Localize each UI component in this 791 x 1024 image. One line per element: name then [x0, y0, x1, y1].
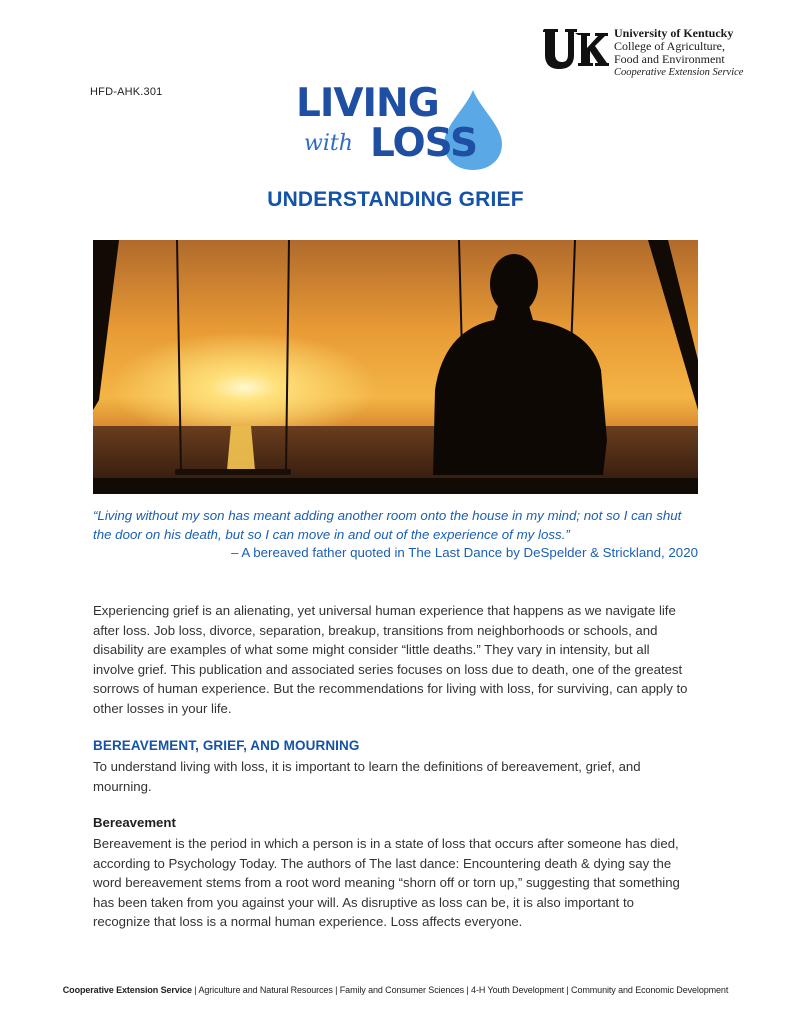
page-title: UNDERSTANDING GRIEF [267, 188, 524, 211]
logo-word-living: LIVING [296, 81, 439, 126]
intro-paragraph: Experiencing grief is an alienating, yet universal human experience that happens as we navigate life after loss. Job loss, divorce, separation, breakup, transitions from neighborhoods or schools, and disability are examples of what some might consider “little deaths.” They vary in intensity, but all involve grief. This publication and associated series focuses on loss due to death, one of the greatest sorrows of human experience. But the recommendations for living with loss, for surviving, can apply to other losses in your life. [93, 603, 688, 716]
sunset-swing-photo [93, 240, 698, 494]
logo-word-loss: LOSS [370, 121, 478, 166]
university-name: University of Kentucky [614, 26, 734, 40]
logo-word-with: with [304, 131, 353, 156]
footer-program-list: | Agriculture and Natural Resources | Family and Consumer Sciences | 4-H Youth Development | Community and Economic Development [191, 985, 729, 995]
college-line-1: College of Agriculture, [614, 39, 725, 53]
subsection-heading: Bereavement [93, 815, 176, 830]
college-line-2: Food and Environment [614, 52, 725, 66]
university-signature [614, 27, 743, 79]
bereavement-paragraph: Bereavement is the period in which a person is in a state of loss that occurs after someone has died, according to Psychology Today. The authors of The last dance: Encountering death & dying say the word bereavement stems from a root word meaning “shorn off or torn up,” suggesting that something has been taken from you against your will. As disruptive as loss can be, it is also important to recognize that loss is a normal human experience. Loss affects everyone. [93, 836, 680, 930]
extension-service: Cooperative Extension Service [614, 67, 744, 78]
section-heading: BEREAVEMENT, GRIEF, AND MOURNING [93, 738, 360, 753]
pull-quote: “Living without my son has meant adding another room onto the house in my mind; not so I can shut the door on his death, but so I can move in and out of the experience of my loss.” [93, 508, 682, 542]
document-code: HFD-AHK.301 [90, 86, 163, 98]
footer-program-areas [0, 985, 791, 995]
footer-lead: Cooperative Extension Service [62, 985, 192, 995]
living-with-loss-logo [296, 81, 496, 174]
section-paragraph: To understand living with loss, it is important to learn the definitions of bereavement, grief, and mourning. [93, 759, 641, 794]
uk-logo [543, 27, 609, 73]
quote-attribution: – A bereaved father quoted in The Last Dance by DeSpelder & Strickland, 2020 [231, 545, 698, 560]
